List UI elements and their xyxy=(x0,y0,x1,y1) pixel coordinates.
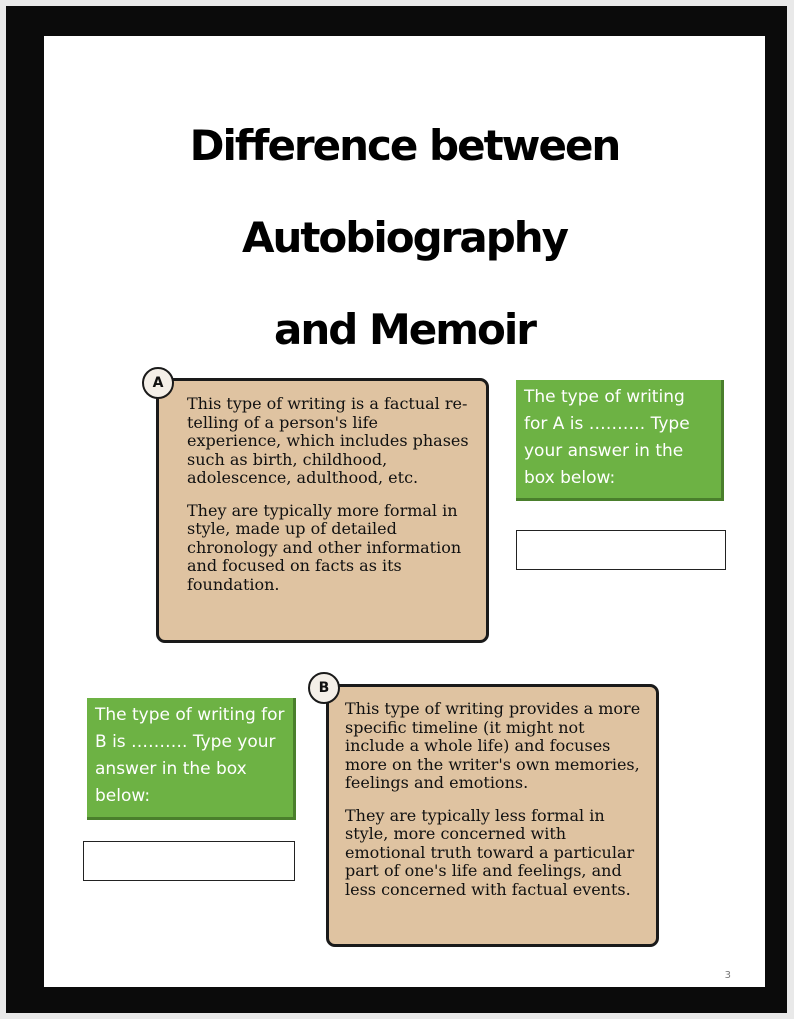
card-b-paragraph-1: This type of writing provides a more specific timeline (it might not include a whole life) and focuses more on the writer's own memories, feelings and emotions. xyxy=(345,699,641,792)
card-a-badge: A xyxy=(142,367,174,399)
prompt-b: The type of writing for B is ………. Type your answer in the box below: xyxy=(87,698,296,820)
card-a-paragraph-2: They are typically more formal in style, made up of detailed chronology and other information and focused on facts as its foundation. xyxy=(187,500,462,594)
card-b-badge: B xyxy=(308,672,340,704)
page-frame xyxy=(6,6,787,1013)
title-line-2: Autobiography xyxy=(241,213,568,262)
card-a-paragraph-1: This type of writing is a factual re-telling of a person's life experience, which includes phases such as birth, childhood, adolescence, adulthood, etc. xyxy=(187,394,469,487)
title-line-3: and Memoir xyxy=(274,305,535,354)
title-line-1: Difference between xyxy=(189,121,620,170)
answer-a-textbox[interactable] xyxy=(516,530,726,570)
page-number: 3 xyxy=(724,970,731,981)
answer-b-textbox[interactable] xyxy=(83,841,295,881)
description-card-a xyxy=(156,378,489,643)
card-b-paragraph-2: They are typically less formal in style, more concerned with emotional truth toward a particular part of one's life and feelings, and less concerned with factual events. xyxy=(345,805,635,899)
prompt-a: The type of writing for A is ………. Type your answer in the box below: xyxy=(516,380,724,501)
worksheet-page xyxy=(44,36,765,987)
description-card-b xyxy=(326,684,659,947)
page-title xyxy=(44,100,765,376)
